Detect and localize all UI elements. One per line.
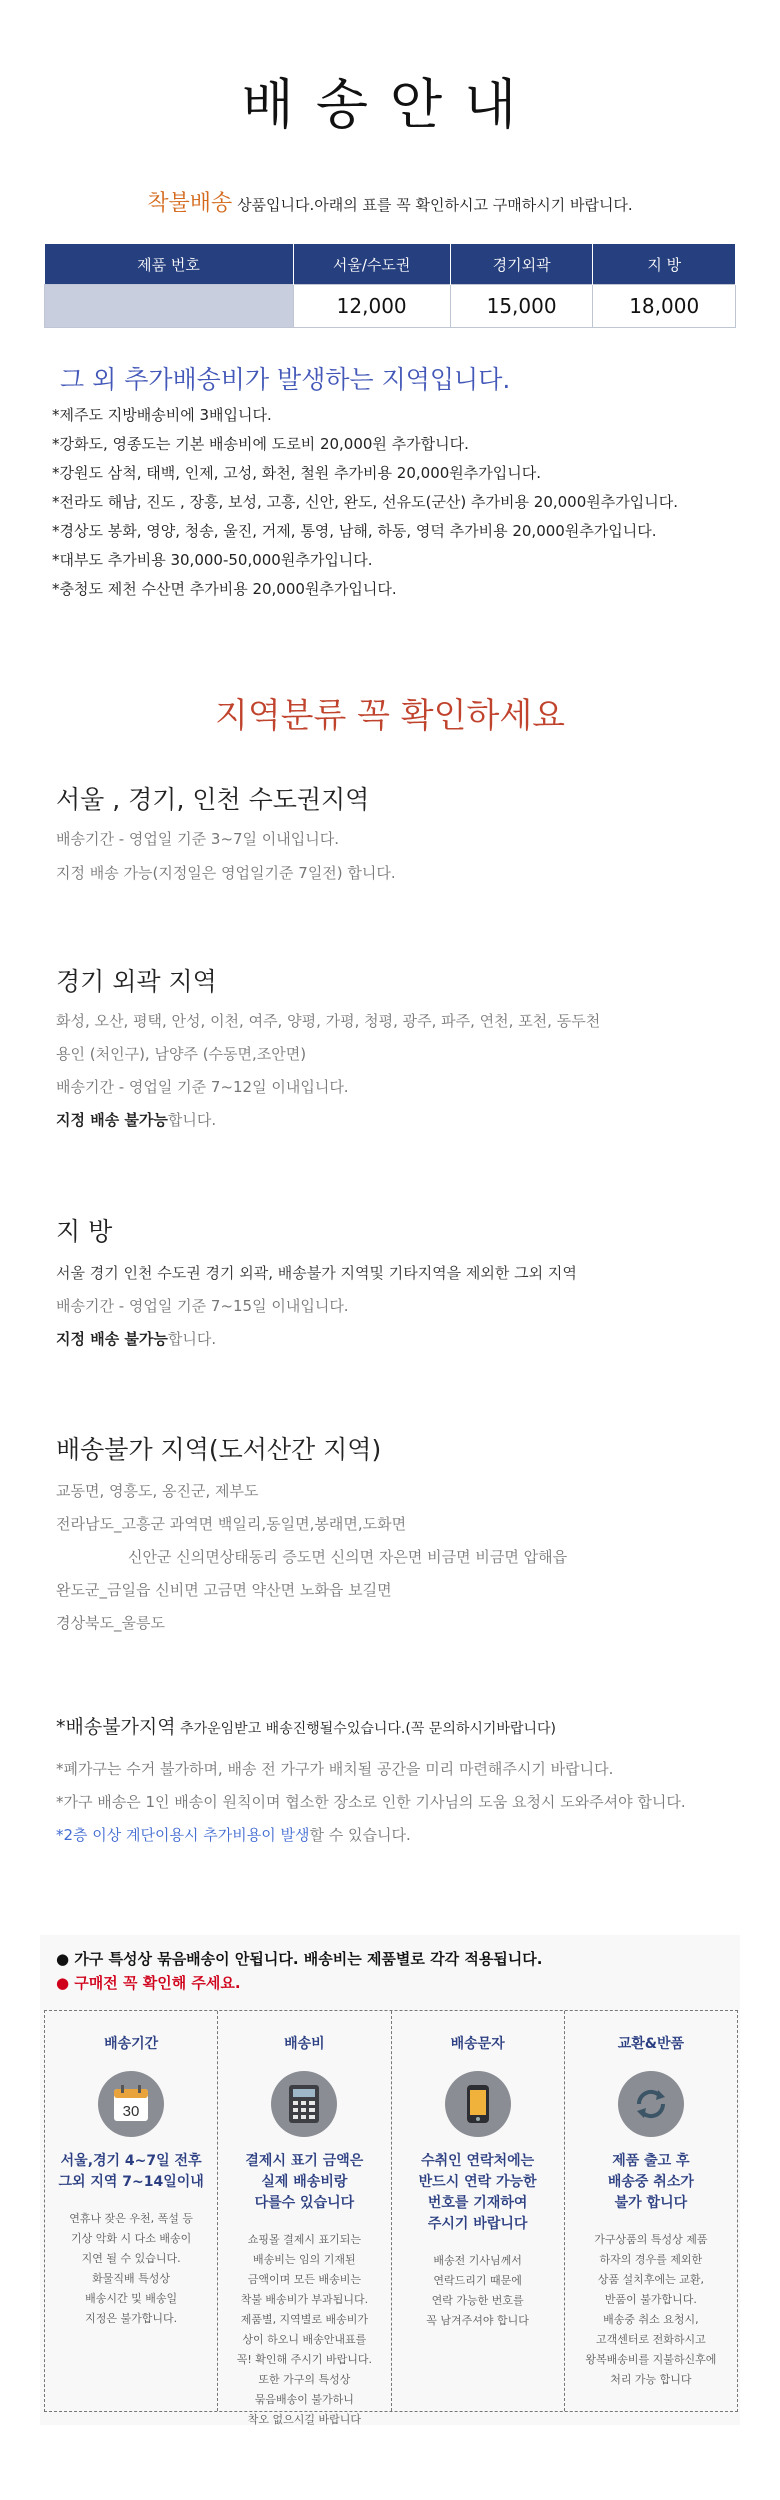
card-heading: 서울,경기 4~7일 전후 그외 지역 7~14일이내 (58, 2153, 204, 2190)
gyeonggi-line: 용인 (처인구), 남양주 (수동면,조안면) (56, 1045, 307, 1063)
gyeonggi-line: 화성, 오산, 평택, 안성, 이천, 여주, 양평, 가평, 청평, 광주, 파주, 연천, 포천, 동두천 (56, 1012, 601, 1030)
local-bold: 지정 배송 불가능 (56, 1330, 168, 1348)
unavailable-line: 전라남도_고흥군 과역면 백일리,동일면,봉래면,도화면 (56, 1515, 407, 1533)
fee-seoul: 12,000 (293, 285, 450, 328)
card-text: 연휴나 잦은 우천, 폭설 등 기상 악화 시 다소 배송이 지연 될 수 있습니다. 화물직배 특성상 배송시간 및 배송일 지정은 불가합니다. (69, 2212, 193, 2325)
unavailable-line: 경상북도_울릉도 (56, 1614, 165, 1632)
header-seoul: 서울/수도권 (293, 244, 450, 285)
card-delivery-message (392, 2011, 565, 2411)
card-title: 배송비 (284, 2036, 325, 2052)
gyeonggi-title: 경기 외곽 지역 (56, 967, 217, 996)
notice-line: *가구 배송은 1인 배송이 원칙이며 협소한 장소로 인한 기사님의 도움 요청시 도와주셔야 합니다. (56, 1793, 686, 1811)
card-title: 교환&반품 (617, 2036, 685, 2052)
local-line: 배송기간 - 영업일 기준 7~15일 이내입니다. (56, 1297, 349, 1315)
card-text: 가구상품의 특성상 제품 하자의 경우를 제외한 상품 설치후에는 교환, 반품이 불가합니다. 배송중 취소 요청시, 고객센터로 전화하시고 왕복배송비를 지불하신후에 처리 가능 합니다 (585, 2233, 717, 2386)
seoul-title: 서울 , 경기, 인천 수도권지역 (56, 785, 370, 814)
card-text: 쇼핑몰 결제시 표기되는 배송비는 임의 기재된 금액이며 모든 배송비는 착불 배송비가 부과됩니다. 제품별, 지역별로 배송비가 상이 하오니 배송안내표를 꼭! 확인해 주시기 바랍니다. 또한 가구의 특성상 묶음배송이 불가하니 착오 없으시길 바랍니다 (236, 2233, 373, 2426)
card-delivery-period (45, 2011, 218, 2411)
gyeonggi-designation (56, 1109, 216, 1130)
extra-fee-item: *충청도 제천 수산면 추가비용 20,000원추가입니다. (52, 580, 397, 598)
header-product-number: 제품 번호 (45, 244, 294, 285)
calendar-number: 30 (122, 2103, 140, 2120)
notice-rest: 할 수 있습니다. (309, 1826, 411, 1844)
card-text: 배송전 기사님께서 연락드리기 때문에 연락 가능한 번호를 꼭 남겨주셔야 합니다 (426, 2254, 529, 2327)
unavailable-title: 배송불가 지역(도서산간 지역) (56, 1435, 382, 1464)
refresh-icon (618, 2071, 684, 2137)
unavailable-line: 신안군 신의면상태동리 증도면 신의면 자은면 비금면 비금면 압해읍 (128, 1548, 568, 1566)
extra-fee-item: *제주도 지방배송비에 3배입니다. (52, 406, 272, 424)
table-header-row (45, 244, 736, 285)
notice-line: *폐가구는 수거 불가하며, 배송 전 가구가 배치될 공간을 미리 마련해주시기 바랍니다. (56, 1760, 614, 1778)
card-delivery-fee (218, 2011, 391, 2426)
local-designation (56, 1328, 216, 1349)
seoul-line: 배송기간 - 영업일 기준 3~7일 이내입니다. (56, 830, 340, 848)
unavailable-line: 완도군_금일읍 신비면 고금면 약산면 노화읍 보길면 (56, 1581, 392, 1599)
local-title: 지 방 (56, 1217, 113, 1246)
box-line: ● 가구 특성상 묶음배송이 안됩니다. 배송비는 제품별로 각각 적용됩니다. (56, 1950, 543, 1968)
extra-fee-item: *경상도 봉화, 영양, 청송, 울진, 거제, 통영, 남해, 하동, 영덕 추가비용 20,000원추가입니다. (52, 522, 657, 540)
intro-rest: 상품입니다.아래의 표를 꼭 확인하시고 구매하시기 바랍니다. (232, 196, 633, 214)
fee-gyeonggi-outer: 15,000 (450, 285, 593, 328)
calculator-icon (271, 2071, 337, 2137)
extra-fee-item: *강원도 삼척, 태백, 인제, 고성, 화천, 철원 추가비용 20,000원추가입니다. (52, 464, 541, 482)
unavailable-line: 교동면, 영흥도, 옹진군, 제부도 (56, 1482, 259, 1500)
product-number-cell (45, 285, 294, 328)
card-heading: 제품 출고 후 배송중 취소가 불가 합니다 (607, 2153, 694, 2211)
card-heading: 결제시 표기 금액은 실제 배송비랑 다를수 있습니다 (245, 2153, 364, 2211)
card-heading: 수취인 연락처에는 반드시 연락 가능한 번호를 기재하여 주시기 바랍니다 (418, 2153, 537, 2232)
intro-highlight: 착불배송 (147, 191, 233, 216)
fee-local: 18,000 (593, 285, 736, 328)
region-heading: 지역분류 꼭 확인하세요 (214, 696, 566, 736)
local-tail: 합니다. (167, 1330, 217, 1348)
phone-icon (445, 2071, 511, 2137)
gyeonggi-tail: 합니다. (167, 1111, 217, 1129)
card-title: 배송문자 (450, 2036, 505, 2052)
extra-fee-item: *대부도 추가비용 30,000-50,000원추가입니다. (52, 551, 373, 569)
calendar-icon (98, 2071, 164, 2137)
card-title: 배송기간 (104, 2036, 159, 2052)
notice-head-small: 추가운임받고 배송진행될수있습니다.(꼭 문의하시기바랍니다) (175, 1721, 556, 1737)
extra-fee-heading: 그 외 추가배송비가 발생하는 지역입니다. (60, 365, 511, 394)
shipping-fee-table (44, 244, 736, 328)
notice-blue: *2층 이상 계단이용시 추가비용이 발생 (56, 1826, 310, 1844)
notice-head-big: *배송불가지역 (56, 1716, 176, 1738)
intro-text (0, 186, 780, 217)
extra-fee-item: *강화도, 영종도는 기본 배송비에 도로비 20,000원 추가합니다. (52, 435, 469, 453)
info-cards (44, 2010, 738, 2426)
seoul-line: 지정 배송 가능(지정일은 영업일기준 7일전) 합니다. (56, 864, 396, 882)
header-gyeonggi-outer: 경기외곽 (450, 244, 593, 285)
table-row (45, 285, 736, 328)
notice-line (56, 1824, 411, 1845)
box-line-warning: ● 구매전 꼭 확인해 주세요. (56, 1974, 241, 1992)
card-exchange-return (565, 2011, 737, 2411)
header-local: 지 방 (593, 244, 736, 285)
local-line: 서울 경기 인천 수도권 경기 외곽, 배송불가 지역및 기타지역을 제외한 그외 지역 (56, 1264, 577, 1282)
page-title: 배송안내 (241, 73, 539, 136)
extra-fee-item: *전라도 해남, 진도 , 장흥, 보성, 고흥, 신안, 완도, 선유도(군산) 추가비용 20,000원추가입니다. (52, 493, 678, 511)
notice-heading (56, 1712, 556, 1739)
gyeonggi-line: 배송기간 - 영업일 기준 7~12일 이내입니다. (56, 1078, 349, 1096)
gyeonggi-bold: 지정 배송 불가능 (56, 1111, 168, 1129)
